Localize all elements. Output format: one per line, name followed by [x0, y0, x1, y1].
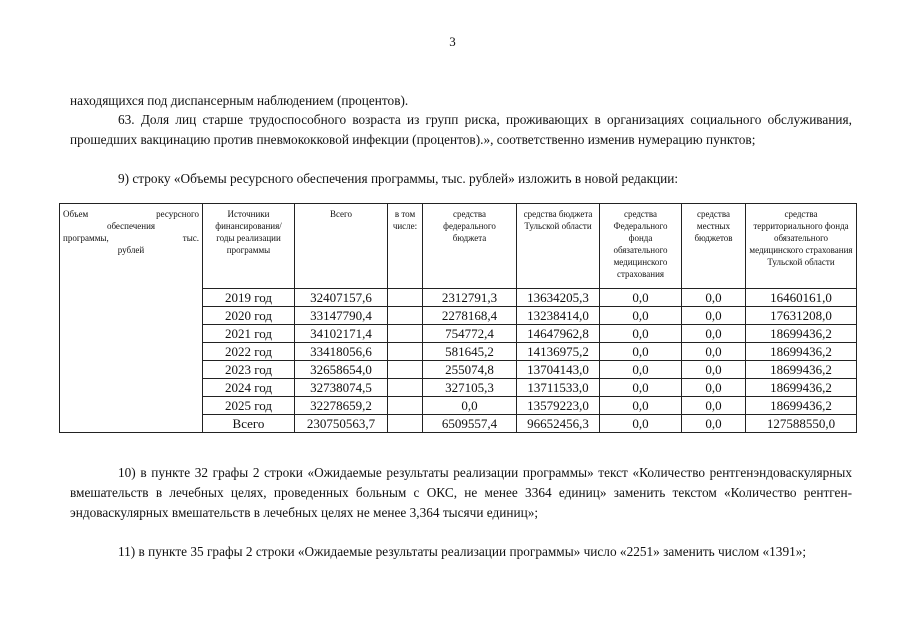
cell-year: 2025 год — [203, 397, 295, 415]
cell-including — [388, 325, 423, 343]
cell-local: 0,0 — [682, 415, 746, 433]
cell-local: 0,0 — [682, 379, 746, 397]
cell-federal: 327105,3 — [423, 379, 517, 397]
row-label-line: обеспечения — [106, 221, 156, 231]
page-number: 3 — [449, 34, 456, 49]
cell-total: 32658654,0 — [295, 361, 388, 379]
cell-total: 33418056,6 — [295, 343, 388, 361]
cell-including — [388, 415, 423, 433]
cell-tfoms: 18699436,2 — [746, 397, 857, 415]
cell-local: 0,0 — [682, 325, 746, 343]
cell-local: 0,0 — [682, 397, 746, 415]
paragraph-item-10: 10) в пункте 32 графы 2 строки «Ожидаемые результаты реализации программы» текст «Количество рентгенэндоваскулярных вмешательств в лечебных целях, проведенных больным с ОКС, не менее 3364 единиц» заменить текстом «Количество рентген-эндоваскулярных вмешательств в лечебных целях не менее 3,364 тысячи единиц»; — [70, 465, 852, 520]
header-territorial-fund: средства территориального фонда обязательного медицинского страхования Тульской области — [746, 204, 857, 289]
cell-regional: 13579223,0 — [517, 397, 600, 415]
cell-year: Всего — [203, 415, 295, 433]
paragraph-continuation: находящихся под диспансерным наблюдением (процентов). — [70, 93, 409, 108]
cell-federal: 2312791,3 — [423, 289, 517, 307]
row-label-cell — [60, 204, 203, 433]
cell-tfoms: 16460161,0 — [746, 289, 857, 307]
cell-tfoms: 18699436,2 — [746, 325, 857, 343]
cell-including — [388, 289, 423, 307]
cell-year: 2020 год — [203, 307, 295, 325]
cell-local: 0,0 — [682, 307, 746, 325]
cell-year: 2024 год — [203, 379, 295, 397]
header-including: в том числе: — [388, 204, 423, 289]
table-header-row — [60, 204, 857, 289]
cell-ffoms: 0,0 — [600, 325, 682, 343]
cell-total: 32407157,6 — [295, 289, 388, 307]
cell-federal: 0,0 — [423, 397, 517, 415]
cell-regional: 13711533,0 — [517, 379, 600, 397]
cell-total: 34102171,4 — [295, 325, 388, 343]
cell-total: 33147790,4 — [295, 307, 388, 325]
cell-year: 2023 год — [203, 361, 295, 379]
cell-regional: 14647962,8 — [517, 325, 600, 343]
cell-ffoms: 0,0 — [600, 379, 682, 397]
paragraph-item-9: 9) строку «Объемы ресурсного обеспечения программы, тыс. рублей» изложить в новой редакции: — [118, 171, 679, 186]
cell-including — [388, 379, 423, 397]
cell-total: 230750563,7 — [295, 415, 388, 433]
cell-ffoms: 0,0 — [600, 307, 682, 325]
resource-table — [59, 203, 857, 433]
cell-including — [388, 361, 423, 379]
cell-tfoms: 17631208,0 — [746, 307, 857, 325]
row-label-line: Объем ресурсного — [63, 209, 199, 219]
header-local: средства местных бюджетов — [682, 204, 746, 289]
cell-ffoms: 0,0 — [600, 343, 682, 361]
cell-tfoms: 127588550,0 — [746, 415, 857, 433]
header-regional: средства бюджета Тульской области — [517, 204, 600, 289]
cell-tfoms: 18699436,2 — [746, 343, 857, 361]
cell-local: 0,0 — [682, 289, 746, 307]
cell-including — [388, 397, 423, 415]
cell-tfoms: 18699436,2 — [746, 379, 857, 397]
cell-tfoms: 18699436,2 — [746, 361, 857, 379]
cell-ffoms: 0,0 — [600, 397, 682, 415]
cell-regional: 13634205,3 — [517, 289, 600, 307]
paragraph-item-11: 11) в пункте 35 графы 2 строки «Ожидаемые результаты реализации программы» число «2251» заменить числом «1391»; — [118, 544, 807, 559]
header-federal-fund: средства Федерального фонда обязательного медицинского страхования — [600, 204, 682, 289]
cell-regional: 14136975,2 — [517, 343, 600, 361]
cell-local: 0,0 — [682, 343, 746, 361]
cell-year: 2021 год — [203, 325, 295, 343]
cell-federal: 255074,8 — [423, 361, 517, 379]
cell-ffoms: 0,0 — [600, 289, 682, 307]
cell-regional: 96652456,3 — [517, 415, 600, 433]
cell-local: 0,0 — [682, 361, 746, 379]
cell-ffoms: 0,0 — [600, 415, 682, 433]
header-sources: Источники финансирования/ годы реализации программы — [203, 204, 295, 289]
cell-year: 2019 год — [203, 289, 295, 307]
cell-regional: 13238414,0 — [517, 307, 600, 325]
cell-federal: 6509557,4 — [423, 415, 517, 433]
cell-regional: 13704143,0 — [517, 361, 600, 379]
cell-total: 32278659,2 — [295, 397, 388, 415]
cell-federal: 581645,2 — [423, 343, 517, 361]
cell-year: 2022 год — [203, 343, 295, 361]
cell-ffoms: 0,0 — [600, 361, 682, 379]
paragraph-item-63: 63. Доля лиц старше трудоспособного возраста из групп риска, проживающих в организациях социального обслуживания, прошедших вакцинацию против пневмококковой инфекции (процентов).», соответственно изменив нумерацию пунктов; — [70, 112, 852, 147]
cell-total: 32738074,5 — [295, 379, 388, 397]
cell-federal: 2278168,4 — [423, 307, 517, 325]
row-label-line: программы, тыс. — [63, 233, 199, 243]
header-total: Всего — [295, 204, 388, 289]
cell-including — [388, 307, 423, 325]
header-federal: средства федерального бюджета — [423, 204, 517, 289]
cell-including — [388, 343, 423, 361]
cell-federal: 754772,4 — [423, 325, 517, 343]
row-label-line: рублей — [117, 245, 145, 255]
